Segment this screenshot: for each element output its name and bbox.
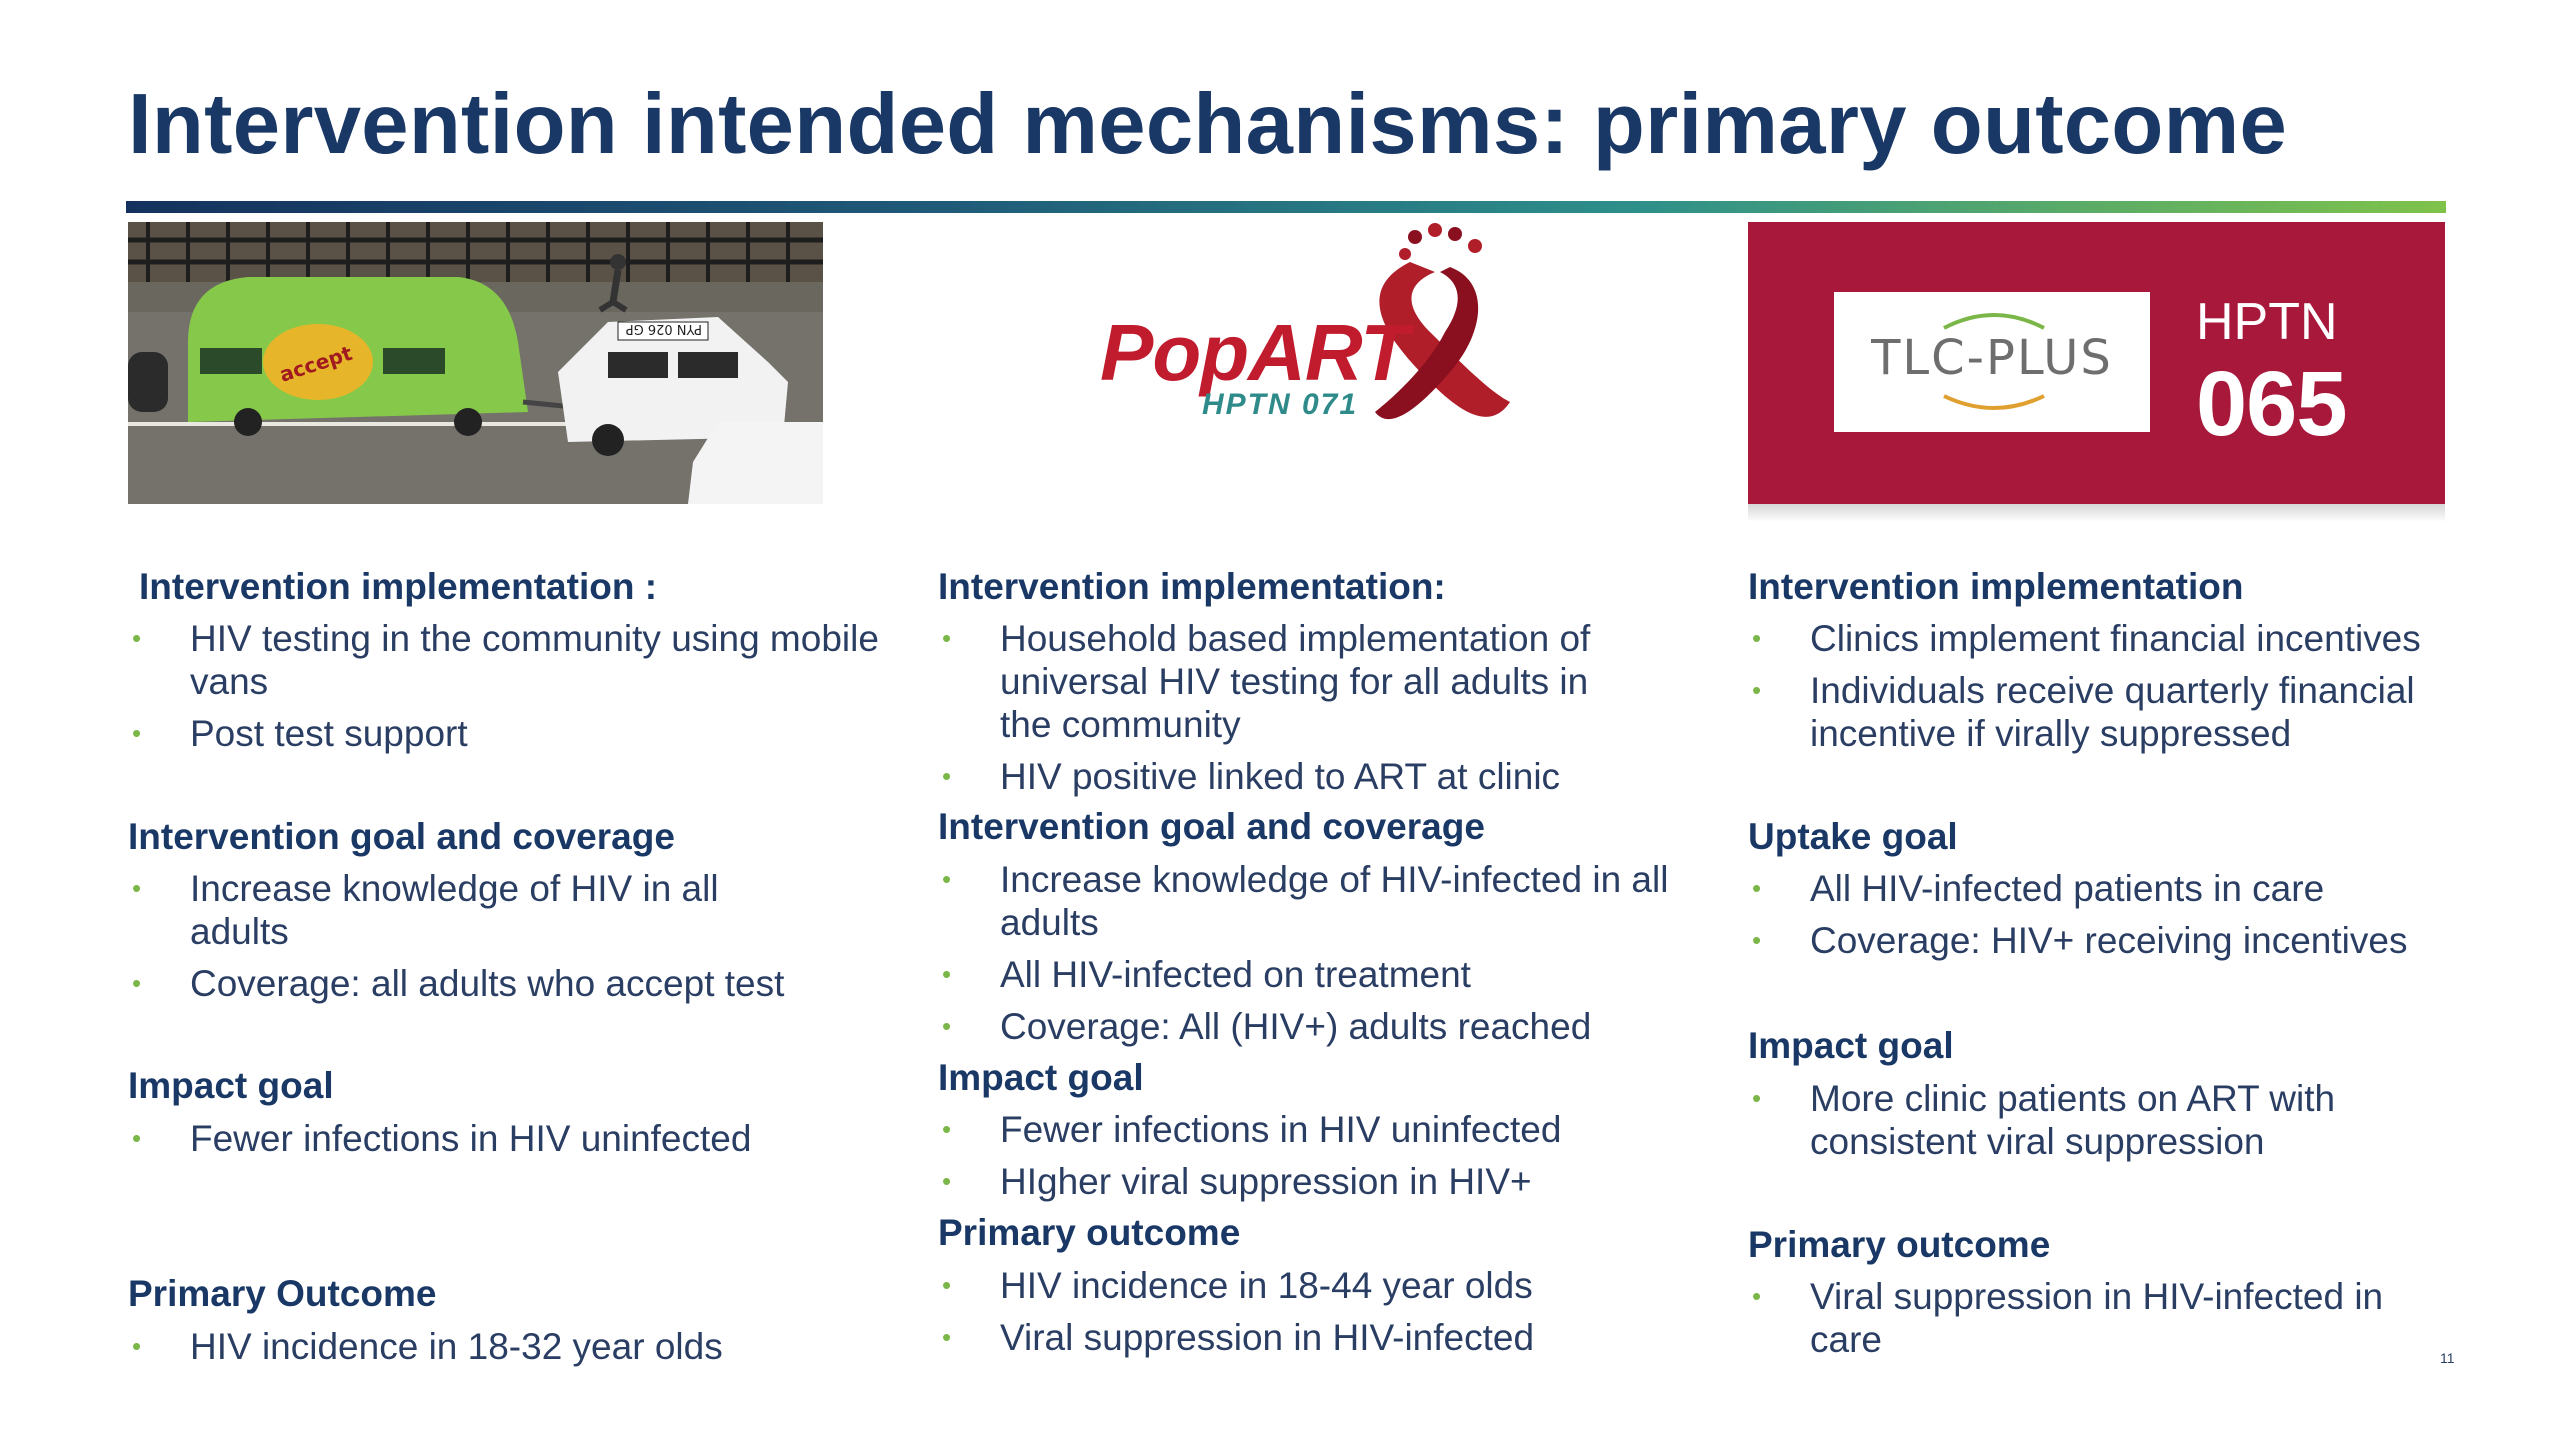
bullet-icon: • — [1752, 1083, 1762, 1113]
bullet-icon: • — [132, 1123, 142, 1153]
bullet-icon: • — [1752, 873, 1762, 903]
list-item: • More clinic patients on ART with consistent viral suppression — [1752, 1078, 2336, 1162]
page-number: 11 — [2440, 1350, 2455, 1366]
hptn-label: HPTN — [2196, 293, 2338, 351]
bullet-icon: • — [132, 623, 142, 653]
list-item: • Household based implementation of universal HIV testing for all adults in the community — [942, 618, 1591, 745]
bullet-icon: • — [1752, 623, 1762, 653]
section-heading: Impact goal — [128, 1065, 334, 1106]
tlc-plus-text: TLC-PLUS — [1871, 330, 2113, 386]
van-plate-text: PYN 026 GP — [625, 321, 702, 336]
list-item: • Fewer infections in HIV uninfected — [132, 1118, 752, 1159]
list-item: • Fewer infections in HIV uninfected — [942, 1109, 1562, 1150]
list-item: • Clinics implement financial incentives — [1752, 618, 2421, 659]
list-item: • Coverage: HIV+ receiving incentives — [1752, 920, 2408, 961]
mobile-van-photo — [128, 222, 823, 504]
section-heading: Intervention goal and coverage — [938, 806, 1485, 847]
bullet-icon: • — [942, 1114, 952, 1144]
section-heading: Primary Outcome — [128, 1273, 437, 1314]
list-item: • Viral suppression in HIV-infected — [942, 1317, 1535, 1358]
bullet-icon: • — [132, 873, 142, 903]
bullet-icon: • — [942, 761, 952, 791]
list-item: • All HIV-infected patients in care — [1752, 868, 2325, 909]
section-heading: Primary outcome — [938, 1212, 1241, 1253]
section-heading: Impact goal — [938, 1057, 1144, 1098]
section-heading: Primary outcome — [1748, 1224, 2051, 1265]
popart-subtitle: HPTN 071 — [1202, 388, 1359, 421]
panel-shadow — [1748, 504, 2445, 522]
hptn-red-panel — [1748, 222, 2445, 504]
section-heading: Intervention implementation: — [938, 566, 1446, 607]
list-item: • All HIV-infected on treatment — [942, 954, 1471, 995]
mobile-van-illustration — [128, 222, 823, 504]
list-item: • Coverage: All (HIV+) adults reached — [942, 1006, 1592, 1047]
list-item: • HIV incidence in 18-44 year olds — [942, 1265, 1533, 1306]
title-gradient-rule — [126, 201, 2446, 213]
hptn-065-logo — [1748, 222, 2445, 522]
section-heading: Impact goal — [1748, 1025, 1954, 1066]
list-item: • Coverage: all adults who accept test — [132, 963, 785, 1004]
section-heading: Uptake goal — [1748, 816, 1958, 857]
list-item: • Post test support — [132, 713, 468, 754]
bullet-icon: • — [1752, 1281, 1762, 1311]
bullet-icon: • — [132, 968, 142, 998]
list-item: • Viral suppression in HIV-infected in care — [1752, 1276, 2384, 1360]
section-heading: Intervention goal and coverage — [128, 816, 675, 857]
bullet-icon: • — [1752, 925, 1762, 955]
slide-title: Intervention intended mechanisms: primary outcome — [128, 77, 2288, 172]
popart-logo — [1090, 222, 1550, 504]
bullet-icon: • — [942, 959, 952, 989]
van-branding-text: accept — [276, 340, 355, 387]
list-item: • Increase knowledge of HIV in all adults — [132, 868, 719, 952]
bullet-icon: • — [942, 1166, 952, 1196]
popart-wordmark: PopART — [1100, 308, 1409, 397]
list-item: • HIgher viral suppression in HIV+ — [942, 1161, 1532, 1202]
section-heading: Intervention implementation — [1748, 566, 2244, 607]
bullet-icon: • — [942, 864, 952, 894]
list-item: • HIV testing in the community using mobile vans — [132, 618, 879, 702]
hptn-number: 065 — [2196, 353, 2347, 455]
list-item: • Increase knowledge of HIV-infected in all adults — [942, 859, 1669, 943]
bullet-icon: • — [942, 1011, 952, 1041]
list-item: • HIV incidence in 18-32 year olds — [132, 1326, 723, 1367]
list-item: • HIV positive linked to ART at clinic — [942, 756, 1561, 797]
bullet-icon: • — [132, 718, 142, 748]
bullet-icon: • — [942, 1322, 952, 1352]
bullet-icon: • — [1752, 675, 1762, 705]
bullet-icon: • — [132, 1331, 142, 1361]
bullet-icon: • — [942, 1270, 952, 1300]
bullet-icon: • — [942, 623, 952, 653]
list-item: • Individuals receive quarterly financial incentive if virally suppressed — [1752, 670, 2415, 754]
tlc-plus-logo — [1834, 292, 2150, 432]
section-heading: Intervention implementation : — [139, 566, 658, 607]
